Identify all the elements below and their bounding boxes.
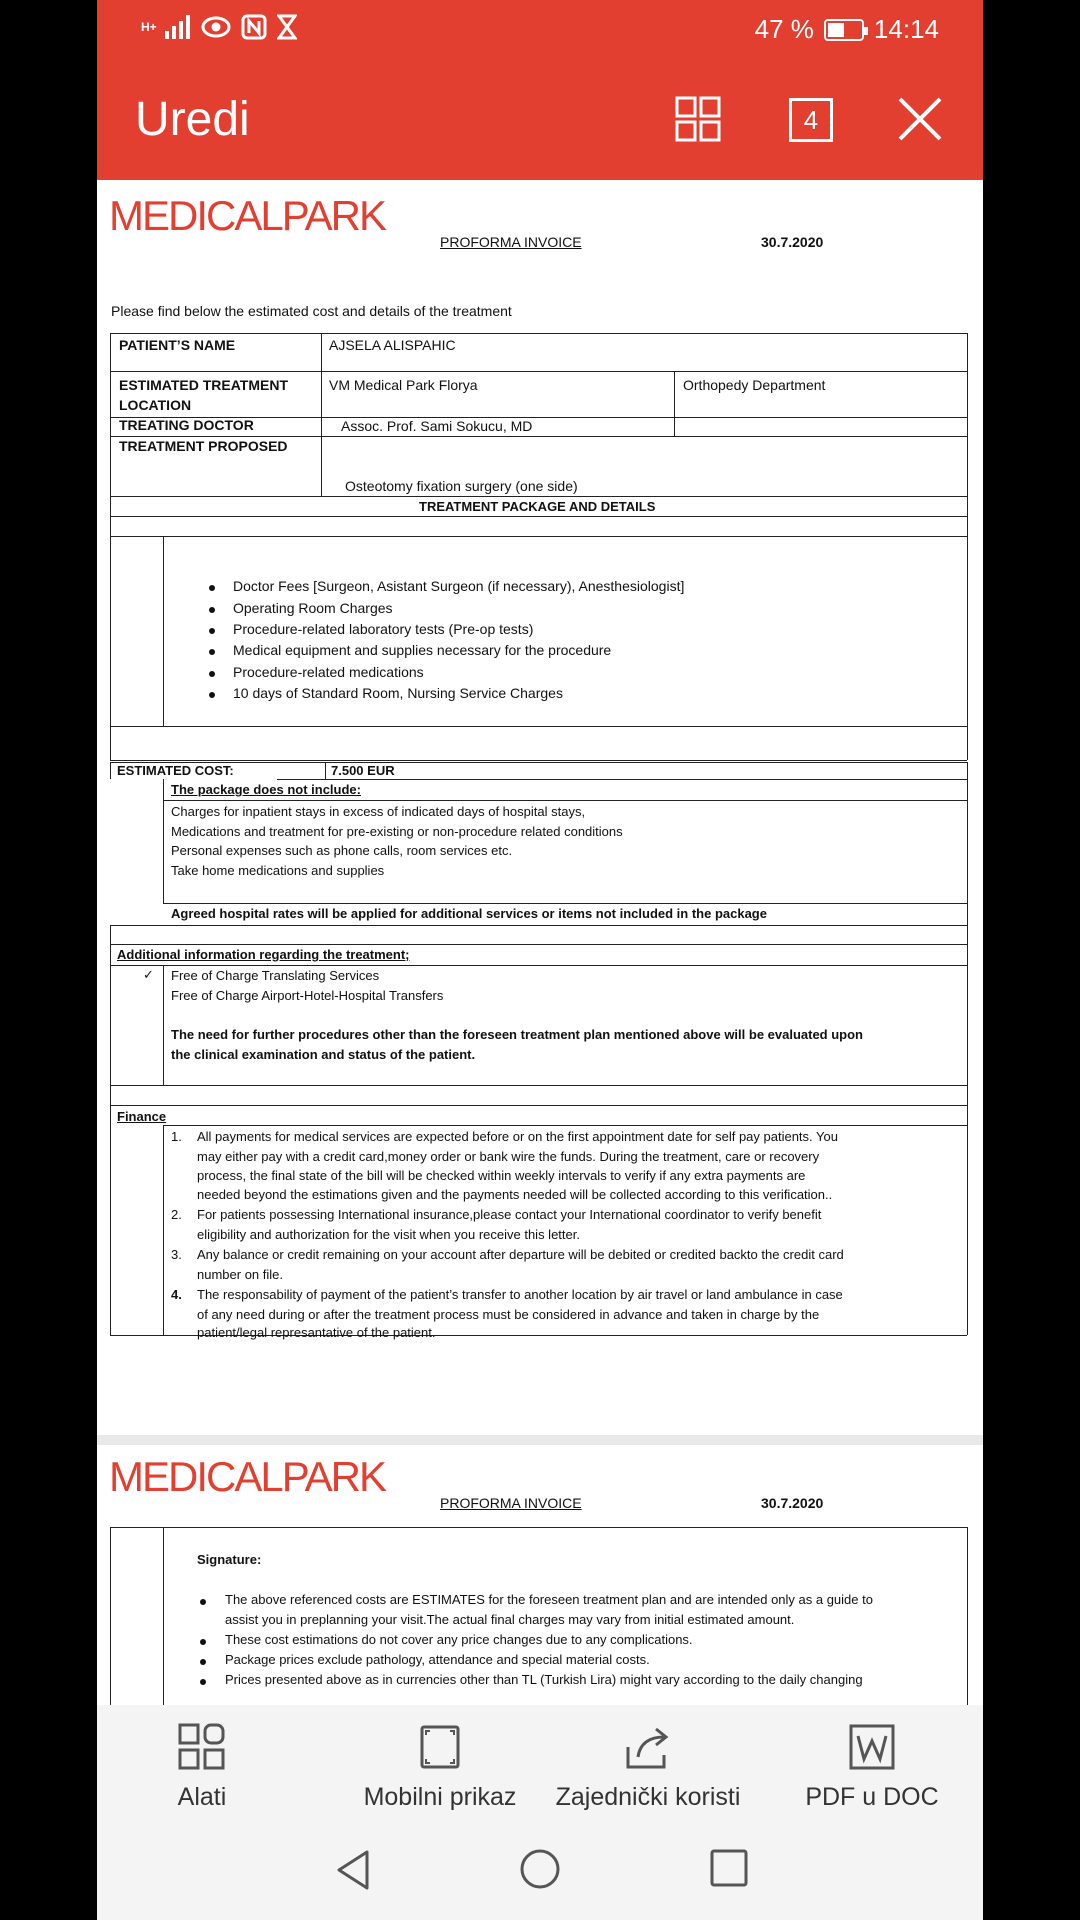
finance-item-line: needed beyond the estimations given and the payments needed will be collected according to this verification..	[197, 1187, 833, 1202]
package-heading: TREATMENT PACKAGE AND DETAILS	[419, 499, 656, 514]
package-item: 10 days of Standard Room, Nursing Service Charges	[233, 685, 563, 701]
intro-text: Please find below the estimated cost and details of the treatment	[111, 303, 512, 319]
grid-view-icon[interactable]	[675, 96, 721, 142]
terms-item: Package prices exclude pathology, attendance and special material costs.	[225, 1652, 650, 1667]
home-icon[interactable]	[519, 1848, 561, 1890]
doctor-value: Assoc. Prof. Sami Sokucu, MD	[341, 418, 533, 434]
further-procedures-note-2: the clinical examination and status of the patient.	[171, 1047, 476, 1062]
mobile-view-button[interactable]	[345, 1723, 535, 1812]
invoice-date: 30.7.2020	[761, 1495, 824, 1511]
additional-heading: Additional information regarding the treatment;	[117, 947, 410, 962]
additional-item: Free of Charge Translating Services	[171, 968, 380, 983]
recents-icon[interactable]	[709, 1848, 749, 1888]
patient-name-label: PATIENT’S NAME	[119, 337, 236, 353]
page-count: 4	[803, 105, 819, 135]
proforma-title: PROFORMA INVOICE	[440, 234, 582, 250]
document-page-1	[97, 180, 983, 1435]
package-item: Doctor Fees [Surgeon, Asistant Surgeon (if necessary), Anesthesiologist]	[233, 578, 685, 594]
finance-item-line: eligibility and authorization for the visit when you receive this letter.	[197, 1227, 580, 1242]
bottom-toolbar	[97, 1705, 983, 1820]
patient-name-value: AJSELA ALISPAHIC	[329, 337, 456, 353]
proposed-value: Osteotomy fixation surgery (one side)	[345, 478, 578, 494]
finance-item-line: number on file.	[197, 1267, 283, 1282]
cost-value: 7.500 EUR	[331, 763, 395, 778]
finance-item-line: process, the final state of the bill will be checked within weekly intervals to verify if any extra payments are	[197, 1168, 806, 1183]
signal-icon	[165, 15, 191, 39]
terms-item: The above referenced costs are ESTIMATES for the foreseen treatment plan and are intended only as a guide to	[225, 1592, 873, 1607]
doctor-label: TREATING DOCTOR	[119, 417, 254, 433]
finance-item-line: For patients possessing International insurance,please contact your International coordinator to verify benefit	[197, 1207, 822, 1222]
further-procedures-note: The need for further procedures other than the foreseen treatment plan mentioned above will be evaluated upon	[171, 1027, 864, 1042]
terms-item: These cost estimations do not cover any price changes due to any complications.	[225, 1632, 693, 1647]
pdf-to-doc-button[interactable]	[797, 1723, 947, 1812]
network-type: H+	[141, 20, 157, 34]
medicalpark-logo: MEDICALPARK	[109, 192, 385, 239]
location-label: ESTIMATED TREATMENT	[119, 377, 289, 393]
proposed-label: TREATMENT PROPOSED	[119, 438, 288, 454]
not-included-item: Medications and treatment for pre-existing or non-procedure related conditions	[171, 824, 623, 839]
not-included-item: Take home medications and supplies	[171, 863, 385, 878]
close-icon[interactable]	[897, 96, 943, 142]
location-value: VM Medical Park Florya	[329, 377, 478, 393]
share-button[interactable]	[543, 1723, 753, 1812]
word-doc-icon	[849, 1724, 895, 1770]
battery-icon	[824, 19, 864, 41]
system-navigation-bar	[97, 1820, 983, 1920]
screen	[97, 0, 983, 1920]
finance-item-number: 2.	[171, 1207, 182, 1222]
not-included-item: Charges for inpatient stays in excess of indicated days of hospital stays,	[171, 804, 586, 819]
package-item: Operating Room Charges	[233, 600, 393, 616]
finance-heading: Finance	[117, 1109, 167, 1124]
not-included-item: Personal expenses such as phone calls, room services etc.	[171, 843, 513, 858]
page-count-button[interactable]	[789, 98, 833, 142]
eye-icon	[201, 15, 231, 39]
pdf-to-doc-label: PDF u DOC	[805, 1783, 939, 1811]
tools-label: Alati	[177, 1783, 227, 1811]
terms-item: Prices presented above as in currencies other than TL (Turkish Lira) might vary according to the daily changing	[225, 1672, 863, 1687]
finance-item-line: may either pay with a credit card,money order or bank wire the funds. During the treatment, care or recovery	[197, 1149, 820, 1164]
additional-item: Free of Charge Airport-Hotel-Hospital Transfers	[171, 988, 444, 1003]
check-mark: ✓	[143, 967, 154, 982]
share-label: Zajednički koristi	[555, 1783, 741, 1811]
medicalpark-logo: MEDICALPARK	[109, 1453, 385, 1500]
app-bar	[97, 0, 983, 180]
finance-item-line: Any balance or credit remaining on your account after departure will be debited or credited backto the credit card	[197, 1247, 844, 1262]
back-icon[interactable]	[333, 1848, 373, 1892]
clock: 14:14	[873, 14, 939, 44]
finance-item-line: of any need during or after the treatment process must be considered in advance and taken in charge by the	[197, 1307, 820, 1322]
hourglass-icon	[277, 14, 297, 40]
finance-item-number: 1.	[171, 1129, 182, 1144]
package-item: Procedure-related laboratory tests (Pre-op tests)	[233, 621, 534, 637]
share-icon	[624, 1723, 672, 1771]
finance-item-line: The responsability of payment of the patient’s transfer to another location by air travel or land ambulance in case	[197, 1287, 843, 1302]
status-bar	[97, 0, 983, 62]
location-label-2: LOCATION	[119, 397, 192, 413]
finance-item-line: patient/legal represantative of the patient.	[197, 1325, 436, 1340]
nfc-icon	[241, 14, 267, 40]
invoice-date: 30.7.2020	[761, 234, 824, 250]
terms-item-line: assist you in preplanning your visit.The actual final charges may vary from initial estimated amount.	[225, 1612, 795, 1627]
not-included-heading: The package does not include:	[171, 782, 361, 797]
proforma-title: PROFORMA INVOICE	[440, 1495, 582, 1511]
department-value: Orthopedy Department	[683, 377, 826, 393]
finance-item-line: All payments for medical services are expected before or on the first appointment date for self pay patients. You	[197, 1129, 838, 1144]
battery-percent: 47 %	[754, 14, 814, 44]
finance-item-number: 3.	[171, 1247, 182, 1262]
signature-label: Signature:	[197, 1552, 262, 1567]
app-title: Uredi	[135, 93, 250, 146]
tools-icon	[178, 1723, 226, 1771]
tools-button[interactable]	[137, 1723, 267, 1812]
mobile-view-icon	[420, 1725, 460, 1769]
mobile-view-label: Mobilni prikaz	[363, 1783, 517, 1811]
package-item: Medical equipment and supplies necessary for the procedure	[233, 642, 612, 658]
package-item: Procedure-related medications	[233, 664, 424, 680]
agreed-rates-note: Agreed hospital rates will be applied for additional services or items not included in the package	[171, 906, 767, 921]
cost-label: ESTIMATED COST:	[117, 763, 234, 778]
finance-item-number: 4.	[171, 1287, 182, 1302]
